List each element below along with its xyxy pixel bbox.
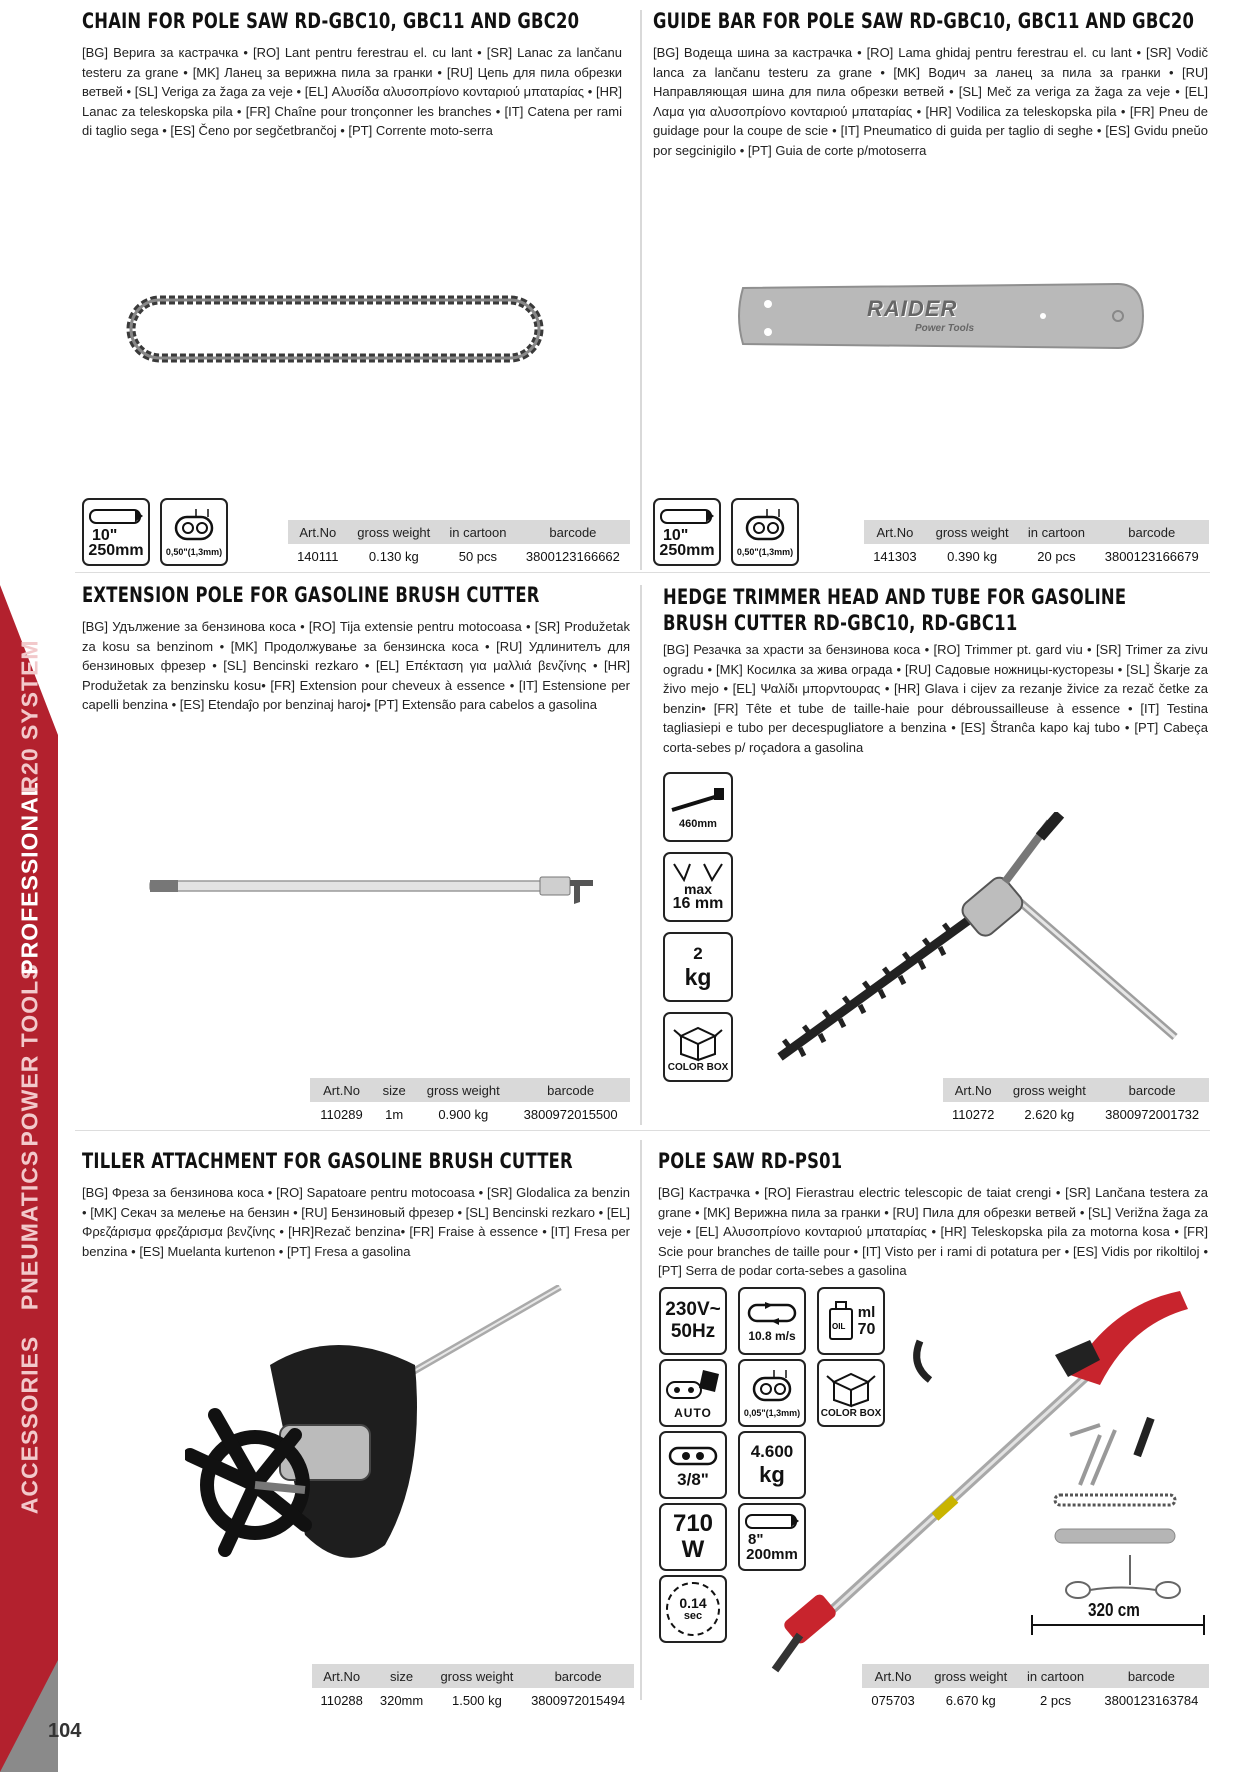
power-icon: 710 W [659,1503,727,1571]
spec-table: Art.No size gross weight barcode 110288 320mm 1.500 kg 3800972015494 [312,1664,634,1712]
cutting-capacity-icon: max 16 mm [663,852,733,922]
weight-icon: 4.600 kg [738,1431,806,1499]
chain-size-icon: 3/8" [659,1431,727,1499]
saw-chain-image [125,290,545,370]
product-extension-pole [82,582,630,715]
raider-logo: RAIDER [867,296,958,321]
raider-logo-sub: Power Tools [915,323,975,334]
product-guide-bar [653,8,1208,160]
product-description: [BG] Резачка за храсти за бензинова коса • [RO] Trimmer pt. gard viu • [SR] Trimer za zivu ogradu • [MK] Косилка за жива ограда • [RU] Садовые ножницы-кусторезы • [SL] Škarje za živo mejo • [EL] Ψαλίδι μπορντουρας • [HR] Glava i cijev za rezanje živice za rezač četke za benzin• [FR] Tête et tube de taille-haie pour débroussailleuse à essence • [IT] Testina tagliasiepi e tubo per decespugliatore a benzina • [ES] Štranĉa kapo kaj tubo • [PT] Cabeça corta-sebes p/ roçadora a gasolina [663,642,1208,755]
bar-length-icon: 8" 200mm [738,1503,806,1571]
row-divider [75,572,1210,573]
column-divider [640,1140,642,1700]
product-description: [BG] Удължение за бензинова коса • [RO] Tija extensie pentru motocoasa • [SR] Produžetak za kosu sa benzinom • [MK] Продолжување за бензинска коса • [RU] Удлинителъ для бензиновых фрезер • [SL] Bencinski rezkaro • [EL] Επέκταση για μαλλιά βενζίνης • [HR] Produžetak za benzinsku kosu• [FR] Extension pour cheveux à essence • [IT] Estensione per capelli benzina • [ES] Etendaĵo por benzinaj haroj• [PT] Extensão para cabelos a gasolina [82,619,630,712]
product-description: [BG] Кастрачка • [RO] Fierastrau electric telescopic de taiat crengi • [SR] Lančana testera za grane • [MK] Верижна пила за гранки • [RU] Пила для обрезки ветвей • [SL] Verižna žaga za veje • [EL] Αλυσοπρίονο κονταριού μπαταρίας • [HR] Teleskopska pila za motorna kosa • [FR] Scie pour branches de taille pour • [IT] Visto per i rami di potatura per • [ES] Vidis por rikoltiloj • [PT] Serra de podar corta-sebes a gasolina [658,1185,1208,1278]
product-tiller-attachment [82,1148,630,1261]
sidebar-tab-power-tools[interactable]: POWER TOOLS [16,963,43,1147]
product-title: EXTENSION POLE FOR GASOLINE BRUSH CUTTER [82,583,540,607]
product-chain [82,8,622,141]
spec-table: Art.No gross weight in cartoon barcode 075703 6.670 kg 2 pcs 3800123163784 [862,1664,1209,1712]
svg-text:OIL: OIL [831,1322,845,1331]
column-divider [640,10,642,570]
sidebar-tab-accessories[interactable]: ACCESSORIES [16,1335,43,1515]
product-title: POLE SAW RD-PS01 [658,1149,843,1173]
product-pole-saw [658,1148,1208,1281]
sidebar-tab-professional[interactable]: PROFESSIONAL [16,781,43,975]
chain-pitch-icon: 0,50"(1,3mm) [731,498,799,566]
spec-table: Art.No size gross weight barcode 110289 1m 0.900 kg 3800972015500 [310,1078,630,1126]
product-description: [BG] Верига за кастрачка • [RO] Lant pentru ferestrau el. cu lant • [SR] Lanac za lančanu testeru za grane • [MK] Ланец за верижна пила за гранки • [RU] Цепь для пила обрезки ветвей • [SL] Veriga za žaga za veje • [EL] Αλυσίδα αλυσοπρίονο κονταριού μπαταρίας • [HR] Lanac za teleskopska pila • [FR] Chaîne pour tronçonner les branches • [IT] Catena per rami di taglio sega • [ES] Čeno por segčetbrančoj • [PT] Corrente moto-serra [82,45,622,138]
length-label: 320 cm [1088,1600,1140,1620]
product-title: CHAIN FOR POLE SAW RD-GBC10, GBC11 AND GBC20 [82,9,580,33]
page-number: 104 [48,1720,82,1742]
extension-pole-image [148,872,598,912]
bar-length-icon: 10" 250mm [653,498,721,566]
sidebar-tabs [0,639,58,1680]
weight-icon: 2 kg [663,932,733,1002]
product-title: HEDGE TRIMMER HEAD AND TUBE FOR GASOLINE BRUSH CUTTER RD-GBC10, RD-GBC11 [663,585,1127,635]
bar-length-icon: 10" 250mm [82,498,150,566]
pole-saw-image [770,1285,1210,1680]
chain-pitch-icon: 0,05"(1,3mm) [738,1359,806,1427]
row-divider [75,1130,1210,1131]
sidebar-tab-pneumatics[interactable]: PNEUMATICS [16,1149,43,1311]
stop-time-icon: 0.14 sec [659,1575,727,1643]
spec-table: Art.No gross weight in cartoon barcode 141303 0.390 kg 20 pcs 3800123166679 [864,520,1209,568]
product-hedge-trimmer [663,584,1208,757]
voltage-icon: 230V~ 50Hz [659,1287,727,1355]
product-title: TILLER ATTACHMENT FOR GASOLINE BRUSH CUTTER [82,1149,573,1173]
column-divider [640,585,642,1125]
auto-oiling-icon: AUTO [659,1359,727,1427]
sidebar-tab-r20-system[interactable]: R20 SYSTEM [16,639,43,793]
chain-speed-icon: 10.8 m/s [738,1287,806,1355]
spec-table: Art.No gross weight barcode 110272 2.620 kg 3800972001732 [943,1078,1209,1126]
product-title: GUIDE BAR FOR POLE SAW RD-GBC10, GBC11 AND GBC20 [653,9,1195,33]
product-description: [BG] Водеща шина за кастрачка • [RO] Lama ghidaj pentru ferestrau el. cu lant • [SR] Vodič lanca za lančanu testeru za grane • [MK] Водич за ланец за пила за гранки • [RU] Направляющая шина для пила обрезки ветвей • [SL] Meč za veriga za žaga za veje • [EL] Λαμα για αλυσοπρίονο κονταριού μπαταρίας • [HR] Vodilica za teleskopska pila • [FR] Pneu de guidage pour la coupe de scie • [IT] Pneumatico di guida per taglio di seghe • [ES] Gvidu pneŭo por segcinigilo • [PT] Guia de corte p/motoserra [653,45,1208,158]
blade-length-icon: 460mm [663,772,733,842]
oil-tank-icon: OIL ml 70 [817,1287,885,1355]
color-box-icon: COLOR BOX [817,1359,885,1427]
chain-pitch-icon: 0,50"(1,3mm) [160,498,228,566]
hedge-trimmer-image [770,812,1190,1072]
tiller-attachment-image [185,1285,570,1590]
color-box-icon: COLOR BOX [663,1012,733,1082]
product-description: [BG] Фреза за бензинова коса • [RO] Sapatoare pentru motocoasa • [SR] Glodalica za benzin • [MK] Секач за мелење на бензин • [RU] Бензиновый фрезер • [SL] Bencinski rezkaro • [EL] Φρεζάρισμα φρεζάρισμα βενζίνης • [HR]Rezač benzina• [FR] Fraise à essence • [IT] Fresa per benzina • [ES] Muelanta kurtenon • [PT] Fresa a gasolina [82,1185,630,1259]
spec-table: Art.No gross weight in cartoon barcode 140111 0.130 kg 50 pcs 3800123166662 [288,520,630,568]
